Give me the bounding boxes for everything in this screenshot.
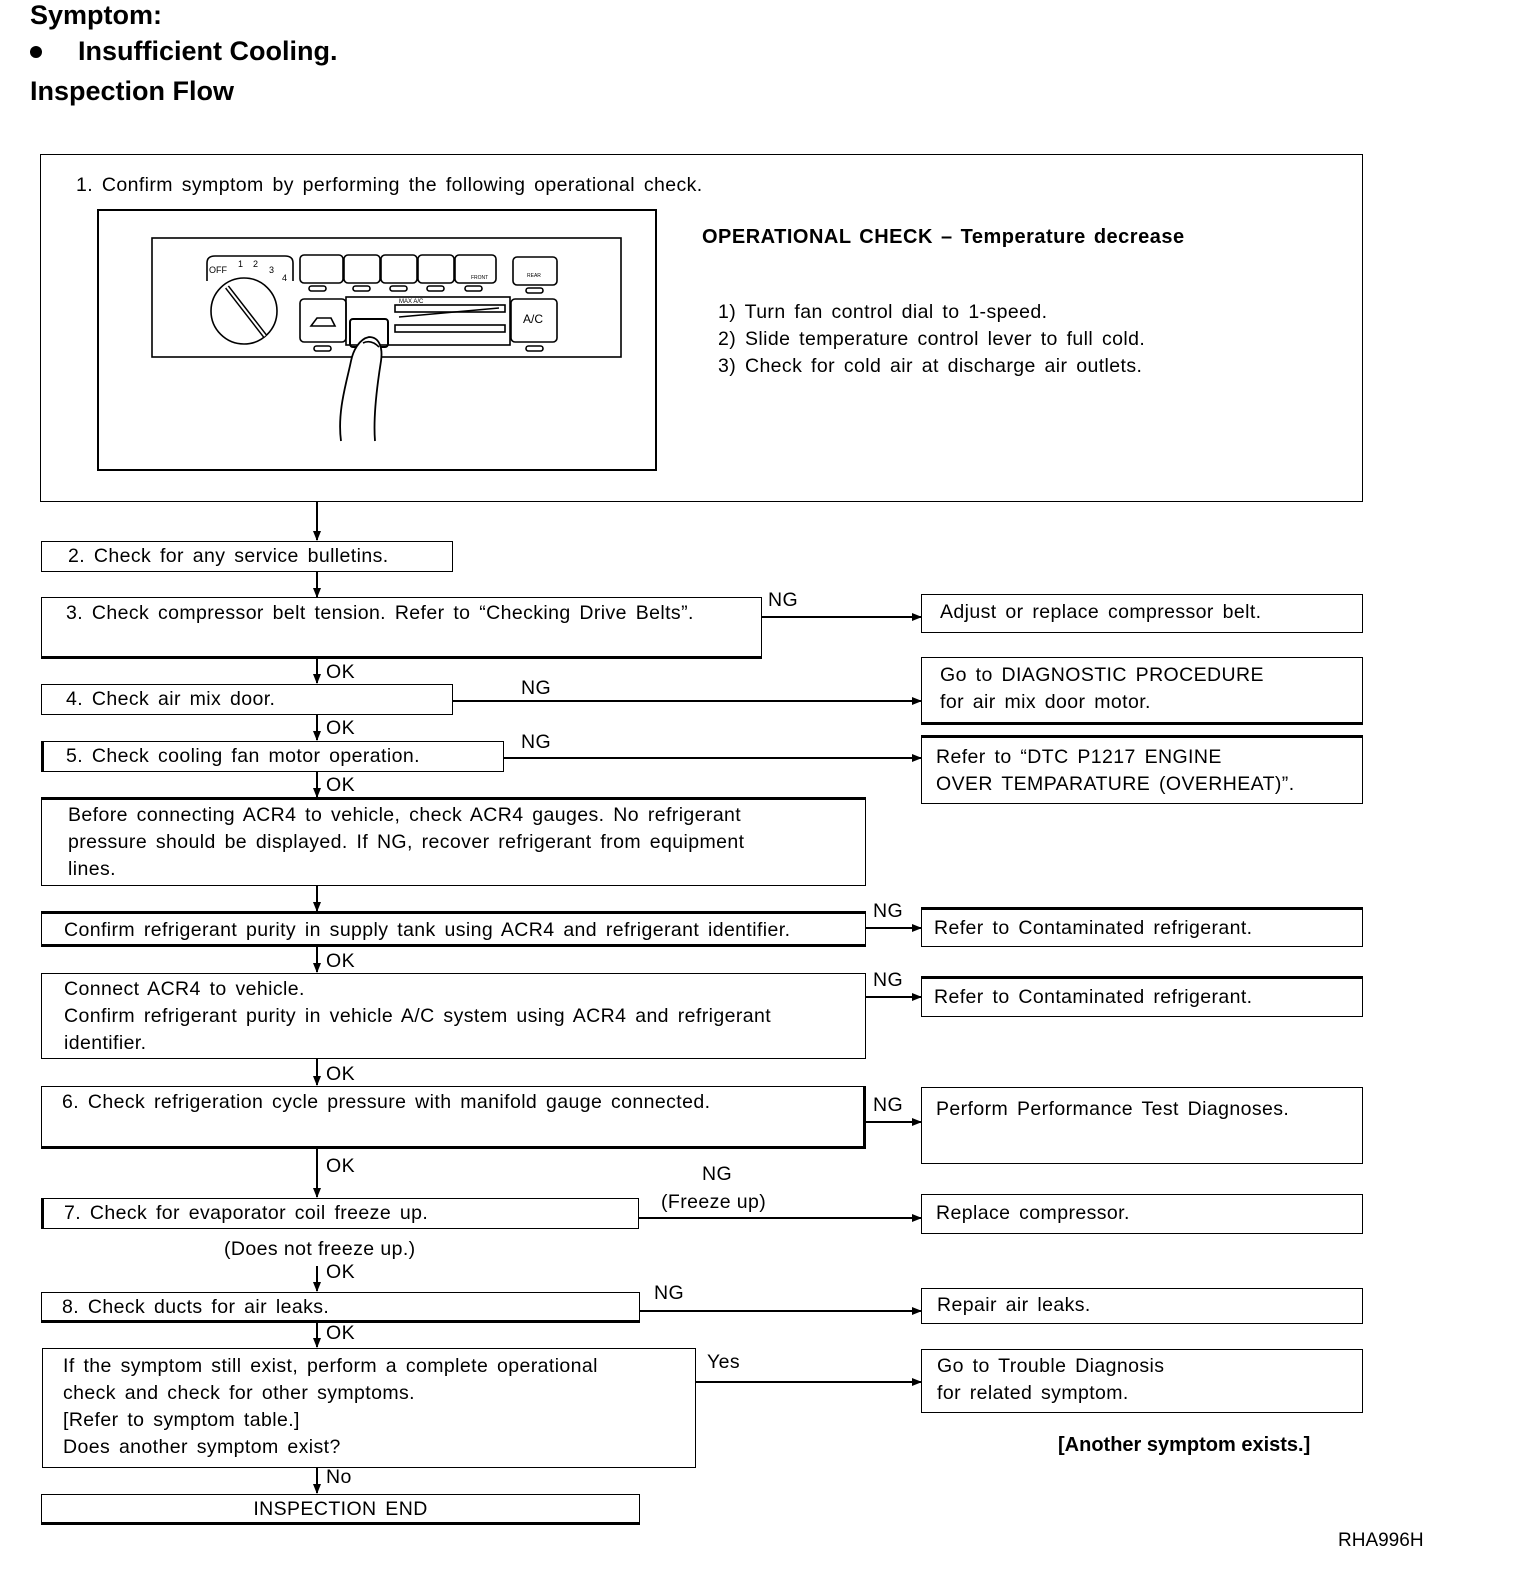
freeze-up-label: (Freeze up)	[661, 1191, 767, 1213]
no-freeze-label: (Does not freeze up.)	[224, 1238, 416, 1260]
result-3-box: Adjust or replace compressor belt.	[921, 594, 1363, 633]
ng-label: NG	[873, 969, 904, 991]
step-7-box: 7. Check for evaporator coil freeze up.	[41, 1198, 639, 1229]
svg-text:1: 1	[238, 259, 244, 269]
purity-tank-box: Confirm refrigerant purity in supply tank using ACR4 and refrigerant identifier.	[41, 911, 866, 947]
ng-label: NG	[702, 1163, 733, 1185]
result-vehicle-box: Refer to Contaminated refrigerant.	[921, 976, 1363, 1017]
result-5-box: Refer to “DTC P1217 ENGINE OVER TEMPARATURE (OVERHEAT)”.	[921, 735, 1363, 804]
svg-text:REAR: REAR	[527, 273, 541, 279]
operational-check-title: OPERATIONAL CHECK – Temperature decrease	[702, 226, 1185, 248]
operational-check-item: 1) Turn fan control dial to 1-speed.	[718, 301, 1048, 323]
svg-text:MAX A/C: MAX A/C	[399, 299, 424, 305]
another-symptom-note: [Another symptom exists.]	[1058, 1434, 1311, 1456]
ok-label: OK	[326, 1155, 355, 1177]
ok-label: OK	[326, 1063, 355, 1085]
step-5-box: 5. Check cooling fan motor operation.	[41, 741, 504, 772]
purity-vehicle-box: Connect ACR4 to vehicle. Confirm refrigerant purity in vehicle A/C system using ACR4 and refrigerant identifier.	[41, 973, 866, 1059]
yes-label: Yes	[707, 1351, 741, 1373]
control-panel-illustration	[97, 209, 657, 471]
ng-label: NG	[521, 677, 552, 699]
result-tank-box: Refer to Contaminated refrigerant.	[921, 907, 1363, 947]
ok-label: OK	[326, 950, 355, 972]
ok-label: OK	[326, 1322, 355, 1344]
svg-text:FRONT: FRONT	[471, 275, 489, 281]
ng-label: NG	[768, 589, 799, 611]
control-panel-drawing	[99, 211, 655, 469]
ng-label: NG	[873, 900, 904, 922]
acr4-gauge-check-box: Before connecting ACR4 to vehicle, check ACR4 gauges. No refrigerant pressure should be displayed. If NG, recover refrigerant from equipment lines.	[41, 797, 866, 886]
inspection-end-box: INSPECTION END	[41, 1494, 640, 1525]
operational-check-item: 2) Slide temperature control lever to full cold.	[718, 328, 1146, 350]
symptom-text: Insufficient Cooling.	[78, 36, 338, 66]
result-7-box: Replace compressor.	[921, 1194, 1363, 1234]
ok-label: OK	[326, 1261, 355, 1283]
result-4-box: Go to DIAGNOSTIC PROCEDURE for air mix door motor.	[921, 657, 1363, 725]
ok-label: OK	[326, 774, 355, 796]
ng-label: NG	[521, 731, 552, 753]
operational-check-item: 3) Check for cold air at discharge air outlets.	[718, 355, 1143, 377]
final-check-box: If the symptom still exist, perform a complete operational check and check for other symptoms. [Refer to symptom table.] Does another symptom exist?	[42, 1348, 696, 1468]
result-6-box: Perform Performance Test Diagnoses.	[921, 1087, 1363, 1164]
svg-text:3: 3	[269, 265, 275, 275]
svg-text:A/C: A/C	[523, 312, 544, 326]
symptom-heading: Symptom:	[30, 0, 163, 30]
svg-text:OFF: OFF	[209, 265, 227, 275]
result-8-box: Repair air leaks.	[921, 1288, 1363, 1324]
step-1-text: 1. Confirm symptom by performing the following operational check.	[76, 174, 703, 196]
inspection-flow-title: Inspection Flow	[30, 76, 235, 106]
step-4-box: 4. Check air mix door.	[41, 684, 453, 715]
step-3-box: 3. Check compressor belt tension. Refer to “Checking Drive Belts”.	[41, 597, 762, 659]
ng-label: NG	[873, 1094, 904, 1116]
svg-text:2: 2	[253, 259, 259, 269]
no-label: No	[326, 1466, 352, 1488]
svg-text:4: 4	[282, 273, 288, 283]
step-2-box: 2. Check for any service bulletins.	[41, 541, 453, 572]
figure-code: RHA996H	[1338, 1530, 1424, 1551]
result-final-box: Go to Trouble Diagnosis for related symptom.	[921, 1349, 1363, 1413]
ok-label: OK	[326, 717, 355, 739]
step-8-box: 8. Check ducts for air leaks.	[41, 1292, 640, 1323]
ng-label: NG	[654, 1282, 685, 1304]
step-6-box: 6. Check refrigeration cycle pressure with manifold gauge connected.	[41, 1086, 866, 1149]
ok-label: OK	[326, 661, 355, 683]
